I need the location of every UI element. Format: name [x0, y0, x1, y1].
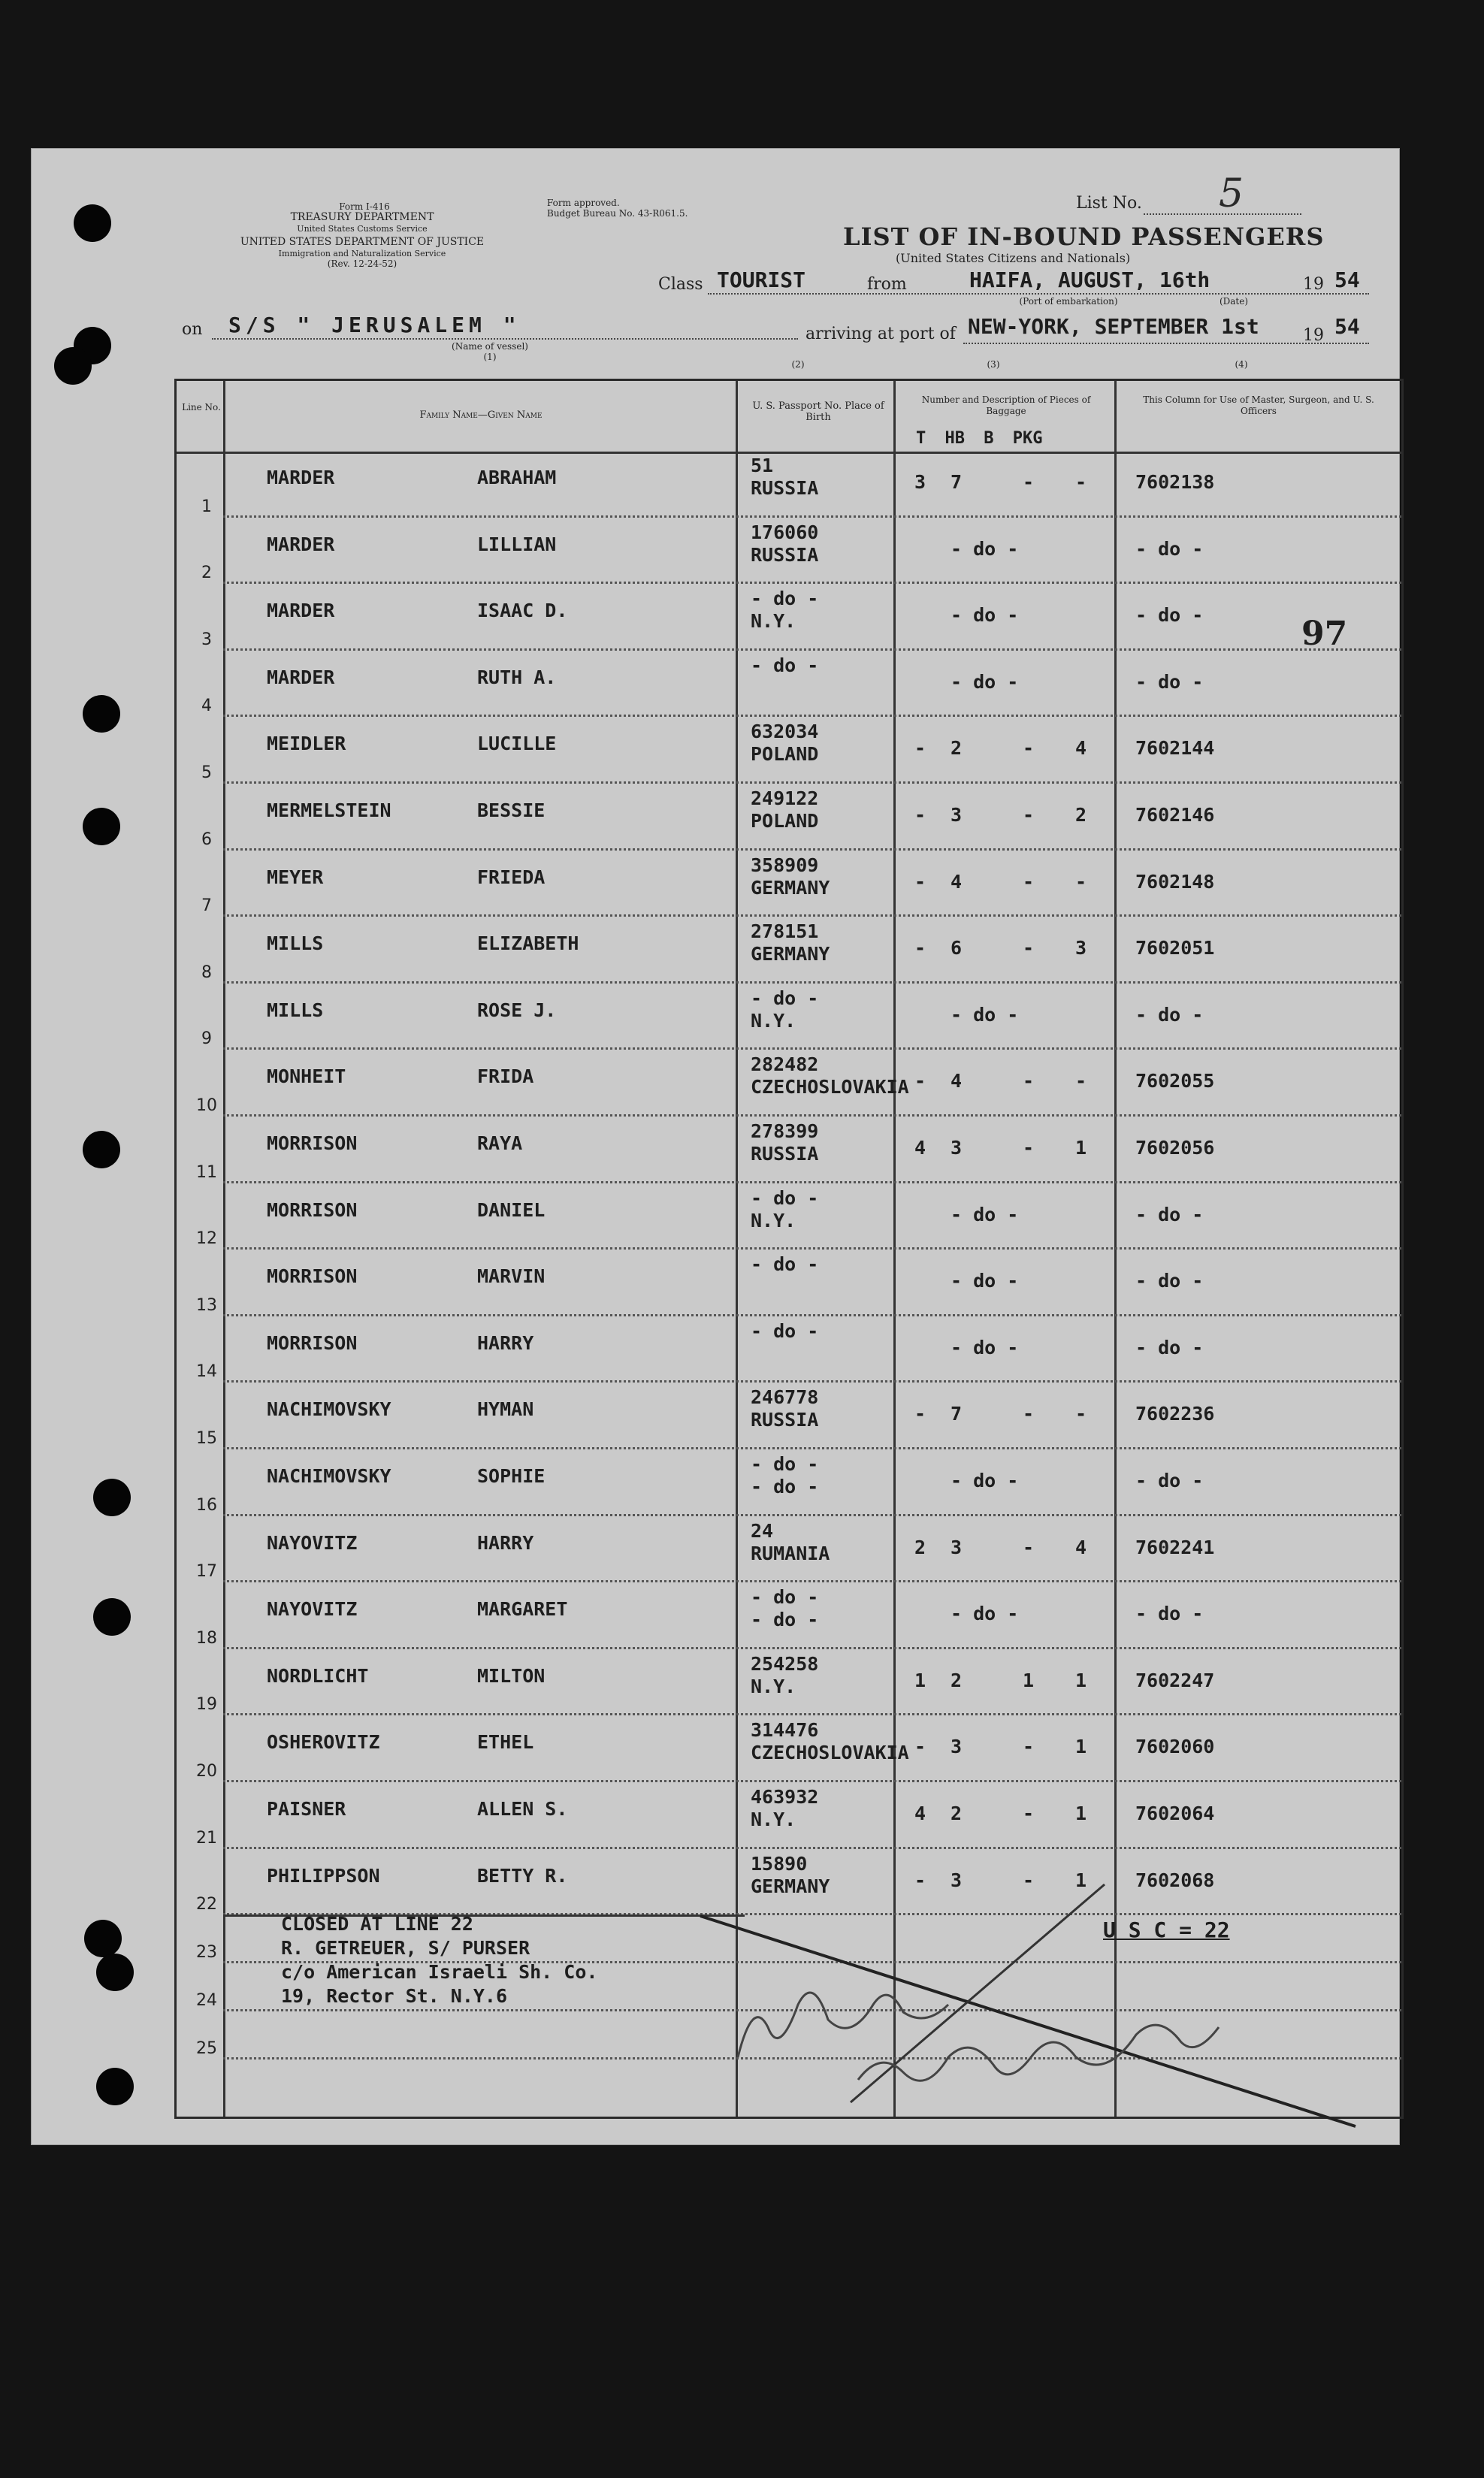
- passport-number: 358909: [751, 854, 819, 876]
- line-number: 1: [201, 497, 212, 516]
- line-number: 24: [196, 1990, 217, 2010]
- baggage-b: -: [1023, 1403, 1035, 1425]
- given-name: ISAAC D.: [477, 600, 568, 622]
- baggage-hb: 4: [951, 870, 963, 893]
- place-of-birth: N.Y.: [751, 610, 796, 633]
- family-name: MORRISON: [267, 1265, 358, 1288]
- given-name: MARGARET: [477, 1598, 568, 1621]
- baggage-hb: 7: [951, 471, 963, 493]
- line-number: 8: [201, 962, 212, 982]
- given-name: BETTY R.: [477, 1864, 568, 1887]
- baggage-hb: - do -: [951, 537, 1019, 560]
- family-name: MARDER: [267, 533, 335, 555]
- closed-at-line: CLOSED AT LINE 22: [281, 1913, 473, 1935]
- place-of-birth: GERMANY: [751, 1875, 830, 1897]
- line-number: 17: [196, 1562, 217, 1582]
- given-name: RUTH A.: [477, 666, 557, 688]
- header-baggage: Number and Description of Pieces of Baggage: [921, 394, 1091, 416]
- officer-reference: 7602060: [1135, 1736, 1215, 1758]
- side-annotation-number: 97: [1301, 615, 1348, 653]
- column-ref-2: (2): [791, 359, 805, 370]
- family-name: NACHIMOVSKY: [267, 1398, 391, 1421]
- place-of-birth: RUSSIA: [751, 1143, 819, 1165]
- baggage-hb: - do -: [951, 1470, 1019, 1491]
- shipping-agent: c/o American Israeli Sh. Co.: [281, 1961, 598, 1983]
- binder-hole: [96, 2068, 134, 2105]
- family-name: OSHEROVITZ: [267, 1731, 380, 1754]
- baggage-pkg: 4: [1075, 1536, 1087, 1558]
- line-number: 3: [201, 630, 212, 649]
- passport-number: 15890: [751, 1852, 808, 1875]
- form-approved: Form approved.: [547, 198, 620, 208]
- place-of-birth: - do -: [751, 1609, 819, 1631]
- usc-total: U S C = 22: [1103, 1917, 1230, 1942]
- manifest-page: [32, 149, 1399, 2144]
- family-name: NACHIMOVSKY: [267, 1465, 391, 1487]
- given-name: HARRY: [477, 1531, 534, 1554]
- passport-number: 249122: [751, 787, 819, 809]
- place-of-birth: N.Y.: [751, 1675, 796, 1697]
- baggage-b: -: [1023, 804, 1035, 826]
- list-number: 5: [1219, 171, 1244, 216]
- baggage-hb: - do -: [951, 1270, 1019, 1292]
- baggage-pkg: 3: [1075, 937, 1087, 959]
- baggage-b: -: [1023, 1536, 1035, 1558]
- baggage-b: -: [1023, 1869, 1035, 1891]
- family-name: MILLS: [267, 932, 324, 955]
- port-embarkation-label: (Port of embarkation): [1019, 296, 1118, 307]
- given-name: DANIEL: [477, 1198, 546, 1221]
- baggage-t: 4: [914, 1803, 926, 1824]
- baggage-pkg: 1: [1075, 1803, 1087, 1824]
- baggage-pkg: 2: [1075, 804, 1087, 826]
- header-baggage-sub: T HB B PKG: [916, 429, 1043, 448]
- passport-number: - do -: [751, 1586, 819, 1609]
- line-number: 6: [201, 830, 212, 849]
- baggage-pkg: -: [1075, 1070, 1087, 1092]
- baggage-t: -: [914, 1736, 926, 1758]
- baggage-pkg: 1: [1075, 1669, 1087, 1691]
- given-name: ELIZABETH: [477, 932, 579, 955]
- family-name: MARDER: [267, 666, 335, 688]
- line-number: 12: [196, 1229, 217, 1249]
- family-name: MEIDLER: [267, 733, 346, 755]
- baggage-pkg: 1: [1075, 1736, 1087, 1758]
- baggage-hb: 7: [951, 1403, 963, 1425]
- baggage-hb: - do -: [951, 1003, 1019, 1026]
- given-name: ABRAHAM: [477, 467, 557, 488]
- family-name: MARDER: [267, 600, 335, 622]
- class-label: Class: [658, 275, 703, 294]
- baggage-t: 3: [914, 471, 926, 493]
- officer-reference: 7602068: [1135, 1869, 1215, 1891]
- passport-number: 632034: [751, 721, 819, 743]
- given-name: FRIDA: [477, 1065, 534, 1088]
- officer-reference: - do -: [1135, 1336, 1204, 1358]
- baggage-hb: 3: [951, 1736, 963, 1758]
- cancellation-strike: [32, 149, 1399, 2144]
- treasury-department: TREASURY DEPARTMENT: [290, 211, 434, 223]
- place-of-birth: RUSSIA: [751, 477, 819, 499]
- officer-reference: 7602148: [1135, 870, 1215, 893]
- line-number: 2: [201, 564, 212, 583]
- given-name: SOPHIE: [477, 1465, 546, 1487]
- given-name: HARRY: [477, 1331, 534, 1354]
- passport-number: 463932: [751, 1786, 819, 1808]
- binder-hole: [96, 1954, 134, 1991]
- family-name: MORRISON: [267, 1198, 358, 1221]
- baggage-t: -: [914, 1070, 926, 1092]
- given-name: RAYA: [477, 1132, 523, 1154]
- binder-hole: [83, 1131, 120, 1168]
- justice-department: UNITED STATES DEPARTMENT OF JUSTICE: [240, 236, 485, 248]
- line-number: 23: [196, 1942, 217, 1962]
- baggage-pkg: -: [1075, 471, 1087, 493]
- baggage-b: -: [1023, 870, 1035, 893]
- from-label: from: [867, 275, 907, 294]
- from-value: HAIFA, AUGUST, 16th: [969, 267, 1210, 292]
- line-number: 15: [196, 1428, 217, 1448]
- baggage-hb: 3: [951, 804, 963, 826]
- officer-reference: 7602241: [1135, 1536, 1215, 1558]
- binder-hole: [74, 204, 111, 242]
- family-name: NAYOVITZ: [267, 1598, 358, 1621]
- column-ref-4: (4): [1235, 359, 1248, 370]
- date-label: (Date): [1219, 296, 1249, 307]
- line-number: 21: [196, 1828, 217, 1848]
- passport-number: 282482: [751, 1053, 819, 1076]
- baggage-hb: - do -: [951, 1203, 1019, 1225]
- given-name: MILTON: [477, 1664, 546, 1687]
- budget-bureau: Budget Bureau No. 43-R061.5.: [547, 208, 688, 219]
- passport-number: 254258: [751, 1652, 819, 1675]
- officer-reference: 7602144: [1135, 737, 1215, 760]
- baggage-t: 4: [914, 1137, 926, 1159]
- baggage-t: -: [914, 1403, 926, 1425]
- year-1: 54: [1334, 267, 1360, 292]
- baggage-hb: 3: [951, 1137, 963, 1159]
- line-number: 11: [196, 1162, 217, 1182]
- binder-hole: [83, 695, 120, 733]
- place-of-birth: POLAND: [751, 743, 819, 766]
- officer-reference: 7602064: [1135, 1803, 1215, 1824]
- baggage-pkg: -: [1075, 870, 1087, 893]
- officer-reference: - do -: [1135, 1470, 1204, 1491]
- vessel-name: S/S " JERUSALEM ": [228, 313, 521, 337]
- line-number: 7: [201, 896, 212, 916]
- customs-service: United States Customs Service: [297, 224, 428, 234]
- baggage-hb: 3: [951, 1869, 963, 1891]
- passport-number: 278151: [751, 920, 819, 943]
- document-title: LIST OF IN-BOUND PASSENGERS: [843, 222, 1325, 251]
- baggage-t: -: [914, 870, 926, 893]
- given-name: LUCILLE: [477, 733, 557, 755]
- baggage-hb: 2: [951, 1803, 963, 1824]
- header-passport: U. S. Passport No. Place of Birth: [752, 400, 884, 423]
- family-name: NAYOVITZ: [267, 1531, 358, 1554]
- place-of-birth: POLAND: [751, 810, 819, 832]
- line-number: 16: [196, 1495, 217, 1515]
- line-number: 13: [196, 1295, 217, 1315]
- binder-hole: [84, 1920, 122, 1957]
- place-of-birth: N.Y.: [751, 1809, 796, 1830]
- given-name: MARVIN: [477, 1265, 546, 1288]
- header-line-no: Line No.: [182, 402, 221, 412]
- baggage-pkg: -: [1075, 1403, 1087, 1425]
- officer-reference: 7602146: [1135, 804, 1215, 826]
- family-name: MORRISON: [267, 1132, 358, 1154]
- place-of-birth: CZECHOSLOVAKIA: [751, 1742, 909, 1764]
- place-of-birth: GERMANY: [751, 943, 830, 966]
- family-name: MARDER: [267, 467, 335, 488]
- year-prefix-1: 19: [1303, 275, 1324, 294]
- header-officers: This Column for Use of Master, Surgeon, and U. S. Officers: [1143, 394, 1374, 416]
- officer-reference: 7602138: [1135, 471, 1215, 493]
- passport-number: 51: [751, 455, 774, 476]
- officer-reference: 7602247: [1135, 1669, 1215, 1691]
- passport-number: 278399: [751, 1120, 819, 1142]
- baggage-t: -: [914, 737, 926, 760]
- binder-hole: [54, 347, 92, 385]
- on-label: on: [182, 320, 203, 339]
- line-number: 5: [201, 763, 212, 782]
- family-name: PAISNER: [267, 1798, 346, 1820]
- list-no-label: List No.: [1076, 194, 1142, 213]
- family-name: MONHEIT: [267, 1065, 346, 1088]
- officer-reference: - do -: [1135, 537, 1204, 560]
- officer-reference: 7602055: [1135, 1070, 1215, 1092]
- officer-reference: 7602236: [1135, 1403, 1215, 1425]
- line-number: 18: [196, 1628, 217, 1648]
- family-name: MEYER: [267, 866, 324, 888]
- passport-number: - do -: [751, 588, 819, 610]
- line-number: 4: [201, 697, 212, 716]
- header-name: Family Name—Given Name: [419, 409, 543, 421]
- baggage-hb: 6: [951, 937, 963, 959]
- baggage-hb: 4: [951, 1070, 963, 1092]
- baggage-t: -: [914, 937, 926, 959]
- agent-address: 19, Rector St. N.Y.6: [281, 1985, 508, 2007]
- officer-reference: - do -: [1135, 670, 1204, 693]
- baggage-b: -: [1023, 471, 1035, 493]
- family-name: MILLS: [267, 999, 324, 1021]
- binder-hole: [93, 1479, 131, 1516]
- line-number: 19: [196, 1695, 217, 1715]
- baggage-t: 2: [914, 1536, 926, 1558]
- immigration-service: Immigration and Naturalization Service: [278, 249, 446, 258]
- baggage-hb: - do -: [951, 1336, 1019, 1358]
- baggage-hb: 3: [951, 1536, 963, 1558]
- baggage-pkg: 1: [1075, 1869, 1087, 1891]
- passport-number: - do -: [751, 1253, 819, 1276]
- place-of-birth: CZECHOSLOVAKIA: [751, 1076, 909, 1098]
- binder-hole: [93, 1598, 131, 1636]
- officer-reference: 7602056: [1135, 1137, 1215, 1159]
- given-name: ALLEN S.: [477, 1798, 568, 1820]
- year-prefix-2: 19: [1303, 326, 1324, 345]
- officer-reference: 7602051: [1135, 937, 1215, 959]
- baggage-hb: - do -: [951, 1603, 1019, 1625]
- officer-reference: - do -: [1135, 1603, 1204, 1625]
- given-name: BESSIE: [477, 799, 546, 821]
- officer-reference: - do -: [1135, 1003, 1204, 1026]
- baggage-hb: - do -: [951, 670, 1019, 693]
- baggage-hb: 2: [951, 737, 963, 760]
- place-of-birth: RUSSIA: [751, 1409, 819, 1431]
- passport-number: - do -: [751, 987, 819, 1009]
- officer-reference: - do -: [1135, 1270, 1204, 1292]
- given-name: ROSE J.: [477, 999, 557, 1021]
- baggage-b: -: [1023, 737, 1035, 760]
- baggage-b: -: [1023, 1070, 1035, 1092]
- line-number: 22: [196, 1895, 217, 1914]
- baggage-b: -: [1023, 1137, 1035, 1159]
- line-number: 25: [196, 2038, 217, 2058]
- passport-number: 24: [751, 1519, 774, 1542]
- given-name: LILLIAN: [477, 533, 557, 555]
- baggage-t: -: [914, 804, 926, 826]
- passport-number: - do -: [751, 1186, 819, 1209]
- place-of-birth: N.Y.: [751, 1209, 796, 1231]
- given-name: HYMAN: [477, 1398, 534, 1421]
- passport-number: - do -: [751, 1453, 819, 1475]
- column-ref-1: (1): [483, 352, 497, 362]
- given-name: ETHEL: [477, 1731, 534, 1754]
- family-name: MORRISON: [267, 1331, 358, 1354]
- passport-number: - do -: [751, 654, 819, 676]
- place-of-birth: GERMANY: [751, 876, 830, 899]
- line-number: 10: [196, 1095, 217, 1115]
- place-of-birth: N.Y.: [751, 1009, 796, 1032]
- baggage-t: 1: [914, 1669, 926, 1691]
- revision-date: (Rev. 12-24-52): [327, 258, 397, 269]
- given-name: FRIEDA: [477, 866, 546, 888]
- passport-number: - do -: [751, 1319, 819, 1342]
- officer-reference: - do -: [1135, 604, 1204, 627]
- baggage-t: -: [914, 1869, 926, 1891]
- form-number: Form I-416: [339, 201, 390, 212]
- family-name: PHILIPPSON: [267, 1864, 380, 1887]
- binder-hole: [83, 808, 120, 845]
- arriving-label: arriving at port of: [805, 325, 956, 343]
- place-of-birth: - do -: [751, 1476, 819, 1497]
- baggage-b: -: [1023, 1736, 1035, 1758]
- year-2: 54: [1334, 314, 1360, 339]
- baggage-b: -: [1023, 937, 1035, 959]
- place-of-birth: RUSSIA: [751, 543, 819, 566]
- family-name: NORDLICHT: [267, 1664, 369, 1687]
- document-subtitle: (United States Citizens and Nationals): [896, 251, 1131, 265]
- arrival-port: NEW-YORK, SEPTEMBER 1st: [968, 314, 1259, 339]
- vessel-label: (Name of vessel): [452, 341, 528, 352]
- baggage-pkg: 4: [1075, 737, 1087, 760]
- baggage-b: -: [1023, 1803, 1035, 1824]
- purser-name: R. GETREUER, S/ PURSER: [281, 1937, 530, 1959]
- line-number: 20: [196, 1761, 217, 1781]
- officer-reference: - do -: [1135, 1203, 1204, 1225]
- baggage-hb: 2: [951, 1669, 963, 1691]
- class-value: TOURIST: [717, 267, 806, 292]
- family-name: MERMELSTEIN: [267, 799, 391, 821]
- passport-number: 176060: [751, 521, 819, 543]
- column-ref-3: (3): [987, 359, 1000, 370]
- baggage-pkg: 1: [1075, 1137, 1087, 1159]
- line-number: 14: [196, 1362, 217, 1382]
- passport-number: 314476: [751, 1719, 819, 1742]
- place-of-birth: RUMANIA: [751, 1542, 830, 1564]
- passport-number: 246778: [751, 1386, 819, 1409]
- line-number: 9: [201, 1029, 212, 1049]
- baggage-hb: - do -: [951, 604, 1019, 627]
- baggage-b: 1: [1023, 1669, 1035, 1691]
